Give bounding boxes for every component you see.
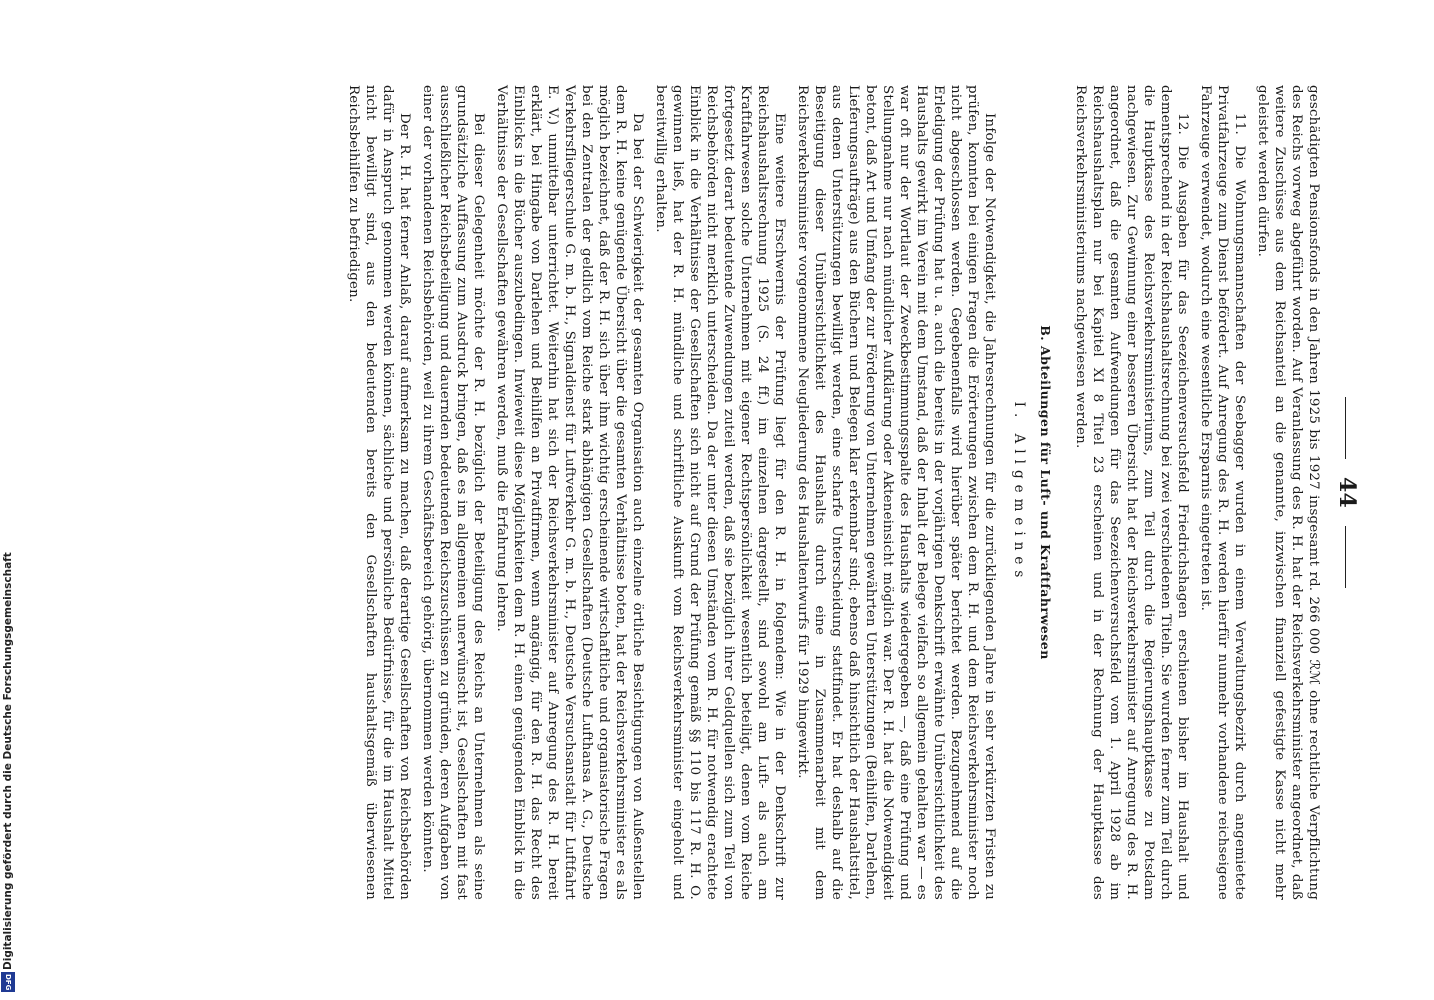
paragraph-pension-fund: geschädigten Pensionsfonds in den Jahren 1925 bis 1927 insgesamt rd. 266 000 ℛℳ ohne rechtliche Verpflichtung des Reichs vorweg abgeführt worden. Auf Veranlassung des R. H. hat der Reichsverkehrsminister angeordnet, daß weitere Zuschüsse aus dem Reichsanteil an die genannte, inzwischen finanziell gefestigte Kasse nicht mehr geleistet werden dürfen. [1255, 85, 1321, 900]
paragraph-jahresrechnungen: Infolge der Notwendigkeit, die Jahresrechnungen für die zurückliegenden Jahre in sehr verkürzten Fristen zu prüfen, konnten bei einigen Fragen die Erörterungen zwischen dem R. H. und dem Reichsverkehrsminister noch nicht abgeschlossen werden. Gegebenenfalls wird hierüber später berichtet werden. Bezugnehmend auf die Erledigung der Prüfung hat u. a. auch die bereits in der vorjährigen Denkschrift erwähnte Unübersichtlichkeit des Haushalts gewirkt im Verein mit dem Umstand, daß der Inhalt der Belege vielfach so allgemein gehalten war — es war oft nur der Wortlaut der Zweckbestimmungsspalte des Haushalts wiedergegeben —, daß eine Prüfung und Stellungnahme nur nach mündlicher Aufklärung oder Akteneinsicht möglich war. Der R. H. hat die Notwendigkeit betont, daß Art und Umfang der zur Förderung von Unternehmen gewährten Unterstützungen (Beihilfen, Darlehen, Lieferungsaufträge) aus den Büchern und Belegen klar erkennbar sind; ebenso daß hinsichtlich der Haushaltstitel, aus denen Unterstützungen bewilligt werden, eine scharfe Unterscheidung stattfindet. Er hat deshalb auf die Beseitigung dieser Unübersichtlichkeit des Haushalts durch eine in Zusammenarbeit mit dem Reichsverkehrsminister vorgenommene Neugliederung des Haushaltentwurfs für 1929 hingewirkt. [795, 85, 997, 900]
digitization-sidebar [0, 0, 16, 1000]
sidebar-credit: Digitalisierung gefördert durch die Deutsche Forschungsgemeinschaft [2, 552, 14, 970]
subsection-heading: I. Allgemeines [1011, 401, 1027, 584]
paragraph-reichsbeihilfen: Der R. H. hat ferner Anlaß, darauf aufmerksam zu machen, daß derartige Gesellschaften von Reichsbehörden dafür in Anspruch genommen werden können, sächliche und persönliche Bedürfnisse, für die im Haushalt Mittel nicht bewilligt sind, aus den bedeutenden bereits den Gesellschaften haushaltsgemäß überwiesenen Reichsbeihilfen zu befriedigen. [346, 85, 412, 900]
dfg-logo: DFG [1, 972, 15, 992]
document-page [65, 0, 1395, 990]
dash-left [1346, 397, 1347, 459]
paragraph-organisation: Da bei der Schwierigkeit der gesamten Organisation auch einzelne örtliche Besichtigungen von Außenstellen dem R. H. keine genügende Übersicht über die gesamten Verhältnisse boten, hat der Reichsverkehrsminister es als möglich bezeichnet, daß der R. H. sich über ihm wichtig erscheinende wirtschaftliche und organisatorische Fragen bei den Zentralen der geldlich vom Reiche stark abhängigen Gesellschaften (Deutsche Lufthansa A. G., Deutsche Verkehrsfliegerschule G. m. b. H., Signaldienst für Luftverkehr G. m. b. H., Deutsche Versuchsanstalt für Luftfahrt E. V.) unmittelbar unterrichtet. Weiterhin hat sich der Reichsverkehrsminister auf Anregung des R. H. bereit erklärt, bei Hingabe von Darlehen und Beihilfen an Privatfirmen, wenn angängig, für den R. H. das Recht des Einblicks in die Bücher auszubedingen. Inwieweit diese Möglichkeiten dem R. H. einen genügenden Einblick in die Verhältnisse der Gesellschaften gewähren werden, muß die Erfahrung lehren. [494, 85, 645, 900]
dash-right [1346, 526, 1347, 588]
paragraph-12-seezeichen: 12. Die Ausgaben für das Seezeichenversuchsfeld Friedrichshagen erschienen bisher im Haushalt und dementsprechend in der Reichshaushaltsrechnung bei zwei verschiedenen Titeln. Sie wurden ferner zum Teil durch die Hauptkasse des Reichsverkehrsministeriums, zum Teil durch die Regierungshauptkasse zu Potsdam nachgewiesen. Zur Gewinnung einer besseren Übersicht hat der Reichsverkehrsminister auf Anregung des R. H. angeordnet, daß die gesamten Aufwendungen für das Seezeichenversuchsfeld vom 1. April 1928 ab im Reichshaushaltsplan nur bei Kapitel XI 8 Titel 23 erscheinen und in der Rechnung der Hauptkasse des Reichsverkehrsministeriums nachgewiesen werden. [1073, 85, 1190, 900]
paragraph-11-seebagger: 11. Die Wohnungsmannschaften der Seebagger wurden in einem Verwaltungsbezirk durch angemietete Privatfahrzeuge zum Dienst befördert. Auf Anregung des R. H. werden hierfür nunmehr vorhandene reichseigene Fahrzeuge verwendet, wodurch eine wesentliche Ersparnis eingetreten ist. [1198, 85, 1247, 900]
section-heading: B. Abteilungen für Luft- und Kraftfahrwesen [1038, 325, 1053, 660]
paragraph-beteiligung: Bei dieser Gelegenheit möchte der R. H. bezüglich der Beteiligung des Reichs an Unternehmen als seine grundsätzliche Auffassung zum Ausdruck bringen, daß es im allgemeinen unerwünscht ist, Gesellschaften mit fast ausschließlicher Reichsbeteiligung und dauernden bedeutenden Reichszuschüssen zu gründen, deren Aufgaben von einer der vorhandenen Reichsbehörden, weil zu ihrem Geschäftsbereich gehörig, übernommen werden könnten. [420, 85, 486, 900]
paragraph-erschwernis: Eine weitere Erschwernis der Prüfung liegt für den R. H. in folgendem: Wie in der Denkschrift zur Reichshaushaltsrechnung 1925 (S. 24 ff.) im einzelnen dargestellt, sind sowohl am Luft- als auch am Kraftfahrwesen solche Unternehmen mit eigener Rechtspersönlichkeit wesentlich beteiligt, denen vom Reiche fortgesetzt derart bedeutende Zuwendungen zuteil werden, daß sie bezüglich ihrer Geldquellen sich zum Teil von Reichsbehörden nicht merklich unterscheiden. Da der unter diesen Umständen vom R. H. für notwendig erachtete Einblick in die Verhältnisse der Gesellschaften sich nicht auf Grund der Prüfung gemäß §§ 110 bis 117 R. H. O. gewinnen ließ, hat der R. H. mündliche und schriftliche Auskunft vom Reichsverkehrsminister eingeholt und bereitwillig erhalten. [653, 85, 787, 900]
page-number: 44 [1338, 85, 1355, 900]
